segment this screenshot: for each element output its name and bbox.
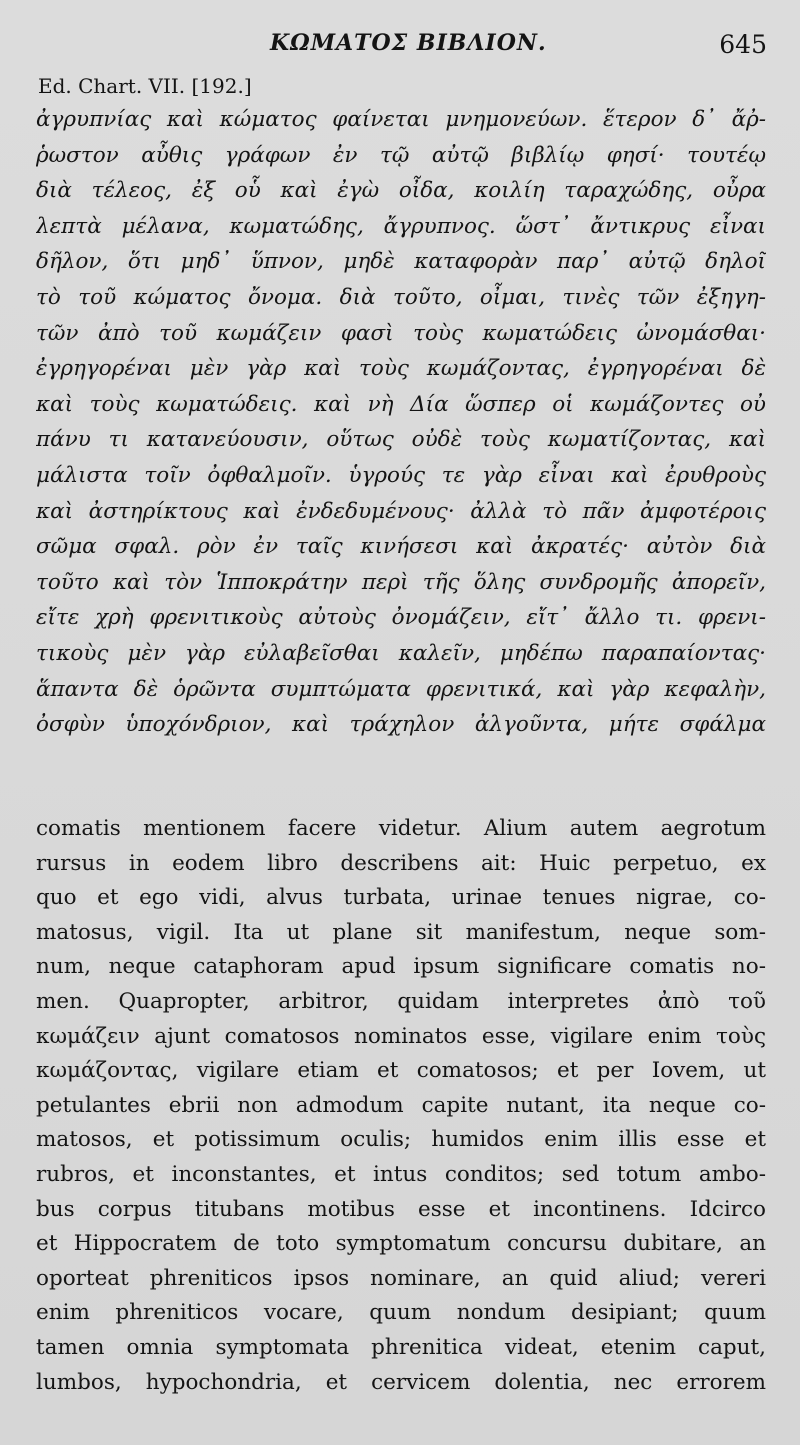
latin-text-line: κωμάζοντας, vigilare etiam et comatosos; et per Iovem, ut [36,1058,766,1084]
latin-text-line: men. Quapropter, arbitror, quidam interpretes ἀπὸ τοῦ [36,988,766,1014]
greek-text-line: σῶμα σφαλ. ρὸν ἐν ταῖς κινήσεσι καὶ ἀκρατές· αὐτὸν διὰ [36,534,766,560]
greek-text-line: τὸ τοῦ κώματος ὄνομα. διὰ τοῦτο, οἶμαι, τινὲς τῶν ἐξηγη- [36,284,766,310]
greek-text-line: καὶ τοὺς κωματώδεις. καὶ νὴ Δία ὥσπερ οἱ κωμάζοντες οὐ [36,391,766,417]
latin-text-line: enim phreniticos vocare, quum nondum desipiant; quum [36,1300,766,1326]
greek-text-line: ὀσφὺν ὑποχόνδριον, καὶ τράχηλον ἀλγοῦντα, μήτε σφάλμα [36,712,766,738]
greek-text-line: τικοὺς μὲν γὰρ εὐλαβεῖσθαι καλεῖν, μηδέπω παραπαίοντας· [36,640,766,666]
latin-text-line: et Hippocratem de toto symptomatum concursu dubitare, an [36,1231,766,1257]
latin-text-line: tamen omnia symptomata phrenitica videat, etenim caput, [36,1334,766,1360]
running-title: ΚΩΜΑΤΟΣ ΒΙΒΛΙΟΝ. [270,30,547,56]
running-head [0,30,800,64]
latin-text-line: oporteat phreniticos ipsos nominare, an quid aliud; vereri [36,1265,766,1291]
latin-text-line: matosos, et potissimum oculis; humidos enim illis esse et [36,1127,766,1153]
latin-text-line: num, neque cataphoram apud ipsum significare comatis no- [36,954,766,980]
latin-text-block [36,812,766,1400]
greek-text-line: μάλιστα τοῖν ὀφθαλμοῖν. ὑγρούς τε γὰρ εἶναι καὶ ἐρυθροὺς [36,462,766,488]
latin-text-line: quo et ego vidi, alvus turbata, urinae tenues nigrae, co- [36,885,766,911]
edition-reference: Ed. Chart. VII. [192.] [38,74,252,98]
greek-text-line: τοῦτο καὶ τὸν Ἱπποκράτην περὶ τῆς ὅλης συνδρομῆς ἀπορεῖν, [36,569,766,595]
greek-text-line: ἅπαντα δὲ ὁρῶντα συμπτώματα φρενιτικά, καὶ γὰρ κεφαλὴν, [36,676,766,702]
greek-text-line: ἐγρηγορέναι μὲν γὰρ καὶ τοὺς κωμάζοντας, ἐγρηγορέναι δὲ [36,356,766,382]
latin-text-line: bus corpus titubans motibus esse et incontinens. Idcirco [36,1196,766,1222]
greek-text-line: λεπτὰ μέλανα, κωματώδης, ἄγρυπνος. ὥστ᾿ ἄντικρυς εἶναι [36,213,766,239]
greek-text-line: εἴτε χρὴ φρενιτικοὺς αὐτοὺς ὀνομάζειν, εἴτ᾿ ἄλλο τι. φρενι- [36,605,766,631]
greek-text-line: διὰ τέλεος, ἐξ οὗ καὶ ἐγὼ οἶδα, κοιλίη ταραχώδης, οὖρα [36,178,766,204]
greek-text-line: τῶν ἀπὸ τοῦ κωμάζειν φασὶ τοὺς κωματώδεις ὠνομάσθαι· [36,320,766,346]
latin-text-line: comatis mentionem facere videtur. Alium autem aegrotum [36,816,766,841]
greek-text-block [36,102,766,743]
greek-text-line: πάνυ τι κατανεύουσιν, οὕτως οὐδὲ τοὺς κωματίζοντας, καὶ [36,427,766,453]
greek-text-line: δῆλον, ὅτι μηδ᾿ ὕπνον, μηδὲ καταφορὰν παρ᾿ αὐτῷ δηλοῖ [36,249,766,275]
page-number: 645 [719,30,767,59]
greek-text-line: ῥωστον αὖθις γράφων ἐν τῷ αὐτῷ βιβλίῳ φησί· τουτέῳ [36,142,766,168]
latin-text-line: rursus in eodem libro describens ait: Huic perpetuo, ex [36,850,766,876]
latin-text-line: rubros, et inconstantes, et intus conditos; sed totum ambo- [36,1161,766,1187]
latin-text-line: petulantes ebrii non admodum capite nutant, ita neque co- [36,1092,766,1118]
latin-text-line: lumbos, hypochondria, et cervicem dolentia, nec errorem [36,1369,766,1395]
latin-text-line: matosus, vigil. Ita ut plane sit manifestum, neque som- [36,919,766,945]
latin-text-line: κωμάζειν ajunt comatosos nominatos esse, vigilare enim τοὺς [36,1023,766,1049]
greek-text-line: καὶ ἀστηρίκτους καὶ ἐνδεδυμένους· ἀλλὰ τὸ πᾶν ἀμφοτέροις [36,498,766,524]
greek-text-line: ἀγρυπνίας καὶ κώματος φαίνεται μνημονεύων. ἕτερον δ᾿ ἄῤ- [36,107,766,132]
